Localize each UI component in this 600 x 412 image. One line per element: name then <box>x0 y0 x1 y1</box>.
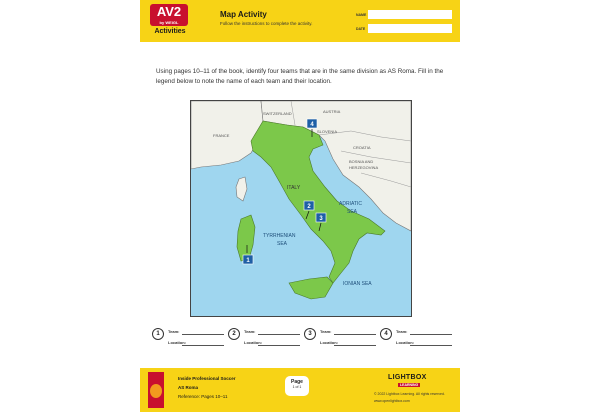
date-label: DATE <box>356 27 366 31</box>
label-tyrrhenian-2: SEA <box>277 241 288 247</box>
label-adriatic-2: SEA <box>347 209 358 215</box>
label-croatia: CROATIA <box>353 145 371 150</box>
team-input-line[interactable] <box>182 334 224 335</box>
book-title: Inside Professional Soccer <box>178 376 236 381</box>
name-field[interactable] <box>368 10 452 19</box>
legend-item-3 <box>304 326 376 350</box>
team-label: Team: <box>244 329 256 334</box>
book-cover-thumbnail <box>148 372 164 408</box>
label-tyrrhenian-1: TYRRHENIAN <box>263 233 296 239</box>
location-label: Location: <box>320 340 338 345</box>
label-switzerland: SWITZERLAND <box>263 111 292 116</box>
book-subtitle: AS Roma <box>178 385 199 390</box>
lightbox-logo: LIGHTBOX <box>388 374 427 381</box>
legend-number: 4 <box>380 328 392 340</box>
name-label: NAME <box>356 13 367 17</box>
legend-number: 3 <box>304 328 316 340</box>
label-adriatic-1: ADRIATIC <box>339 201 362 207</box>
location-input-line[interactable] <box>258 345 300 346</box>
activity-sheet <box>140 0 460 412</box>
header-bar <box>140 0 460 42</box>
book-reference: Reference: Pages 10–11 <box>178 394 228 399</box>
legend-number: 1 <box>152 328 164 340</box>
label-bosnia-1: BOSNIA AND <box>349 159 374 164</box>
marker-2-label: 2 <box>307 204 311 210</box>
website-link[interactable]: www.openlightbox.com <box>374 399 410 403</box>
page-count: 1 of 1 <box>292 385 302 389</box>
team-label: Team: <box>168 329 180 334</box>
page-title: Map Activity <box>220 10 267 19</box>
marker-1-label: 1 <box>246 258 250 264</box>
legend <box>152 326 452 350</box>
logo-subtext: by WEIGL <box>159 20 179 25</box>
footer-bar <box>140 368 460 412</box>
team-input-line[interactable] <box>410 334 452 335</box>
label-bosnia-2: HERZEGOVINA <box>349 165 379 170</box>
label-slovenia: SLOVENIA <box>317 129 338 134</box>
location-label: Location: <box>244 340 262 345</box>
date-field[interactable] <box>368 24 452 33</box>
lightbox-logo-sub: LEARNING <box>400 383 419 387</box>
label-ionian: IONIAN SEA <box>343 281 372 287</box>
team-label: Team: <box>396 329 408 334</box>
intro-text: Using pages 10–11 of the book, identify four teams that are in the same division as AS Roma. Fill in the legend below to note the name of each team and their location. <box>156 68 444 85</box>
location-input-line[interactable] <box>334 345 376 346</box>
team-input-line[interactable] <box>334 334 376 335</box>
section-label: Activities <box>154 28 186 35</box>
page-badge <box>285 376 309 396</box>
italy-map <box>190 100 412 317</box>
av2-logo <box>150 4 188 26</box>
location-label: Location: <box>396 340 414 345</box>
marker-4-label: 4 <box>310 122 314 128</box>
header-instructions: Follow the instructions to complete the activity. <box>220 21 313 26</box>
location-label: Location: <box>168 340 186 345</box>
location-input-line[interactable] <box>410 345 452 346</box>
map-svg <box>191 101 411 316</box>
label-austria: AUSTRIA <box>323 109 341 114</box>
location-input-line[interactable] <box>182 345 224 346</box>
copyright-text: © 2022 Lightbox Learning. All rights reserved. <box>374 392 445 396</box>
legend-number: 2 <box>228 328 240 340</box>
marker-3-label: 3 <box>319 216 323 222</box>
legend-item-1 <box>152 326 224 350</box>
label-italy: ITALY <box>287 185 301 191</box>
legend-item-4 <box>380 326 452 350</box>
label-france: FRANCE <box>213 133 230 138</box>
legend-item-2 <box>228 326 300 350</box>
team-input-line[interactable] <box>258 334 300 335</box>
logo-text: AV2 <box>156 4 182 19</box>
page-label: Page <box>291 379 303 385</box>
team-label: Team: <box>320 329 332 334</box>
